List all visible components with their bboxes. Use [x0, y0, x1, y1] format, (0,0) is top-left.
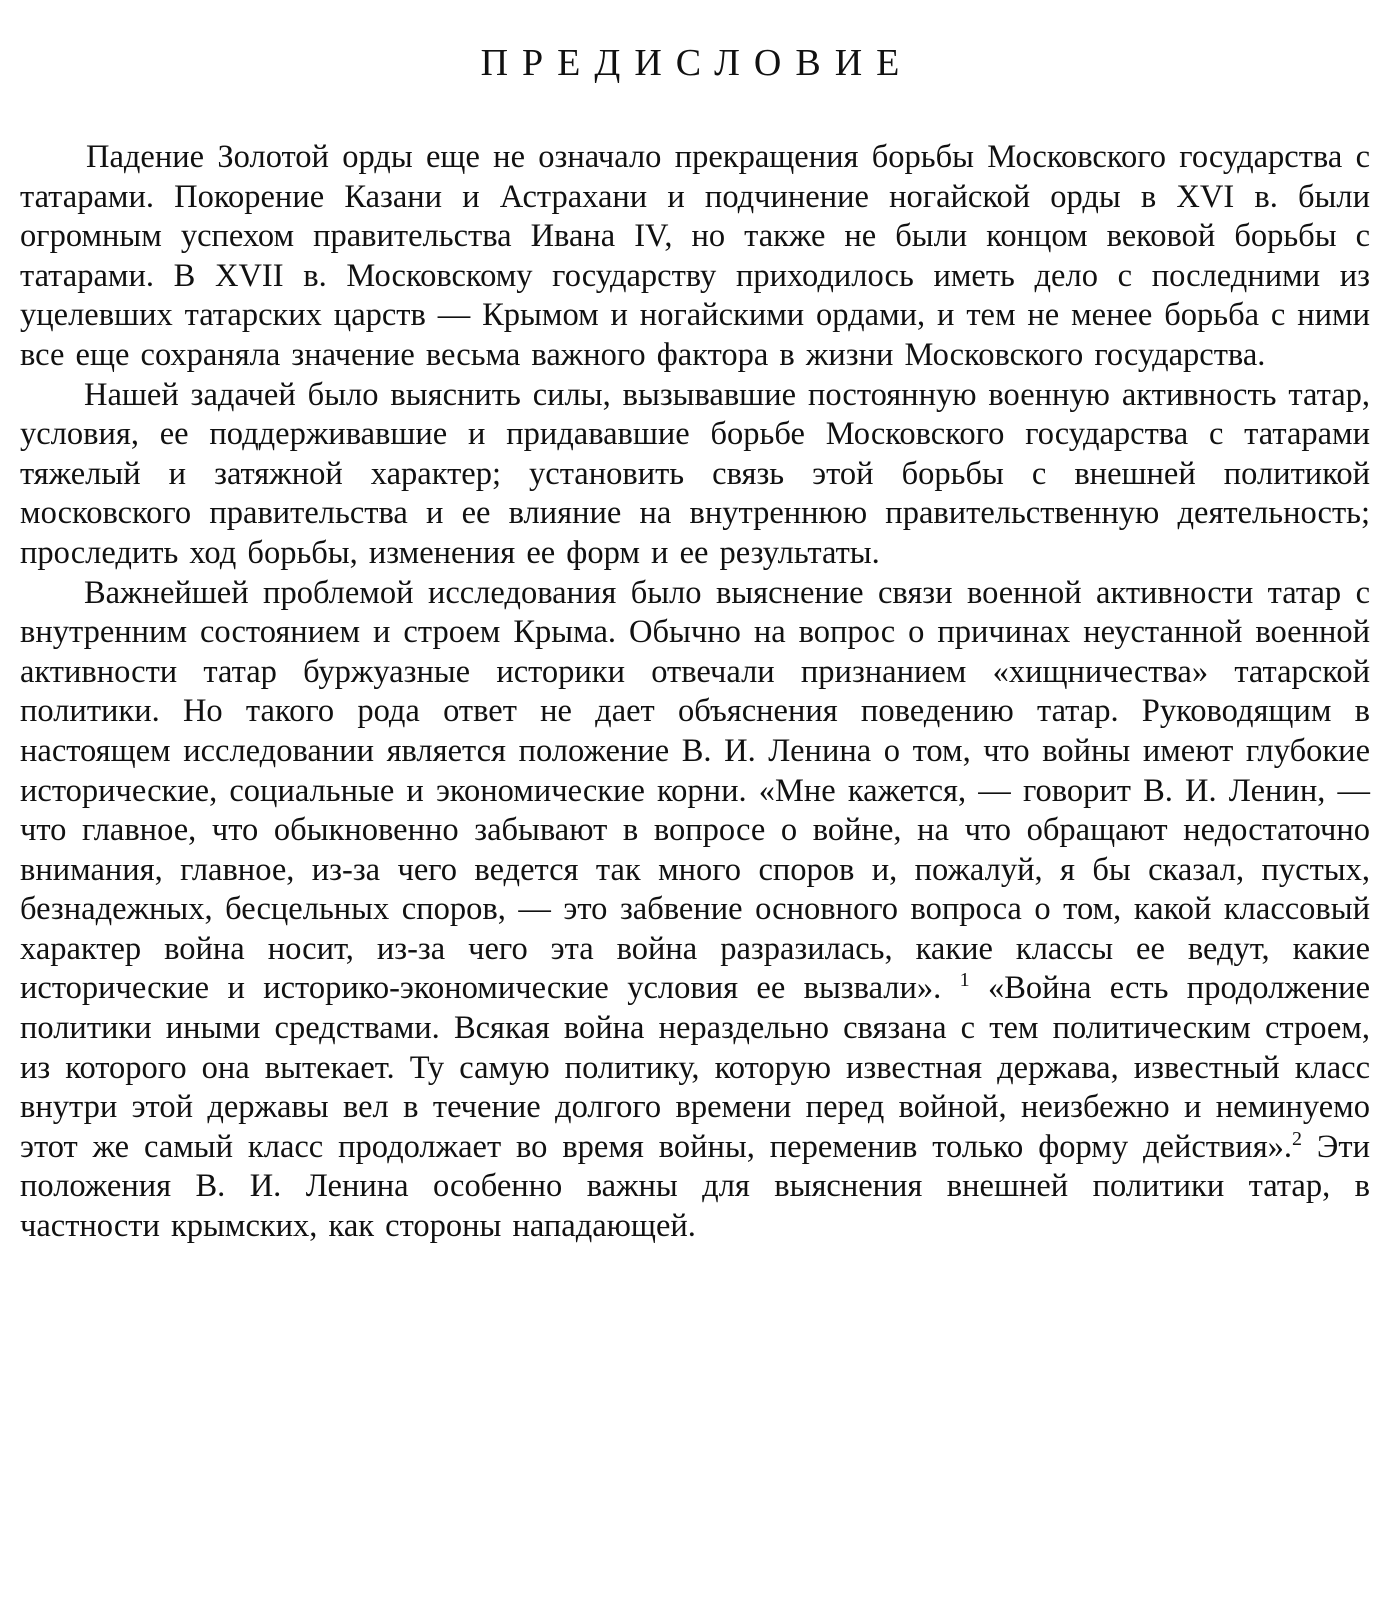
footnote-ref-1: 1	[959, 969, 970, 992]
paragraph-3-text-c: Эти положения В. И. Ленина особенно важны для выяснения внешней политики татар, в частности крымских, как стороны нападающей.	[20, 1128, 1370, 1245]
paragraph-1: Падение Золотой орды еще не означало прекращения борьбы Московского государства с татарами. Покорение Казани и Астрахани и подчинение ногайской орды в XVI в. были огромным успехом правительства Ивана IV, но также не были концом вековой борьбы с татарами. В XVII в. Московскому государству приходилось иметь дело с последними из уцелевших татарских царств — Крымом и ногайскими ордами, и тем не менее борьба с ними все еще сохраняла значение весьма важного фактора в жизни Московского государства.	[20, 139, 1370, 373]
page-title: ПРЕДИСЛОВИЕ	[480, 42, 914, 84]
body-text	[20, 138, 1370, 1247]
footnote-ref-2: 2	[1292, 1127, 1303, 1150]
paragraph-3-text-b: «Война есть продолжение политики иными средствами. Всякая война нераздельно связана с тем политическим строем, из которого она вытекает. Ту самую политику, которую известная держава, известный класс внутри этой державы вел в течение долгого времени перед войной, неизбежно и неминуемо этот же самый класс продолжает во время войны, переменив только форму действия».	[20, 970, 1371, 1165]
paragraph-3	[20, 574, 1370, 1247]
paragraph-2: Нашей задачей было выяснить силы, вызывавшие постоянную военную активность татар, условия, ее поддерживавшие и придававшие борьбе Московского государства с татарами тяжелый и затяжной характер; установить связь этой борьбы с внешней политикой московского правительства и ее влияние на внутреннюю правительственную деятельность; проследить ход борьбы, изменения ее форм и ее результаты.	[20, 376, 1370, 571]
paragraph-3-text-a: Важнейшей проблемой исследования было выяснение связи военной активности татар с внутренним состоянием и строем Крыма. Обычно на вопрос о причинах неустанной военной активности татар буржуазные историки отвечали признанием «хищничества» татарской политики. Но такого рода ответ не дает объяснения поведению татар. Руководящим в настоящем исследовании является положение В. И. Ленина о том, что войны имеют глубокие исторические, социальные и экономические корни. «Мне кажется, — говорит В. И. Ленин, — что главное, что обыкновенно забывают в вопросе о войне, на что обращают недостаточно внимания, главное, из-за чего ведется так много споров и, пожалуй, я бы сказал, пустых, безнадежных, бесцельных споров, — это забвение основного вопроса о том, какой классовый характер война носит, из-за чего эта война разразилась, какие классы ее ведут, какие исторические и историко-экономические условия ее вызвали».	[20, 574, 1370, 1007]
